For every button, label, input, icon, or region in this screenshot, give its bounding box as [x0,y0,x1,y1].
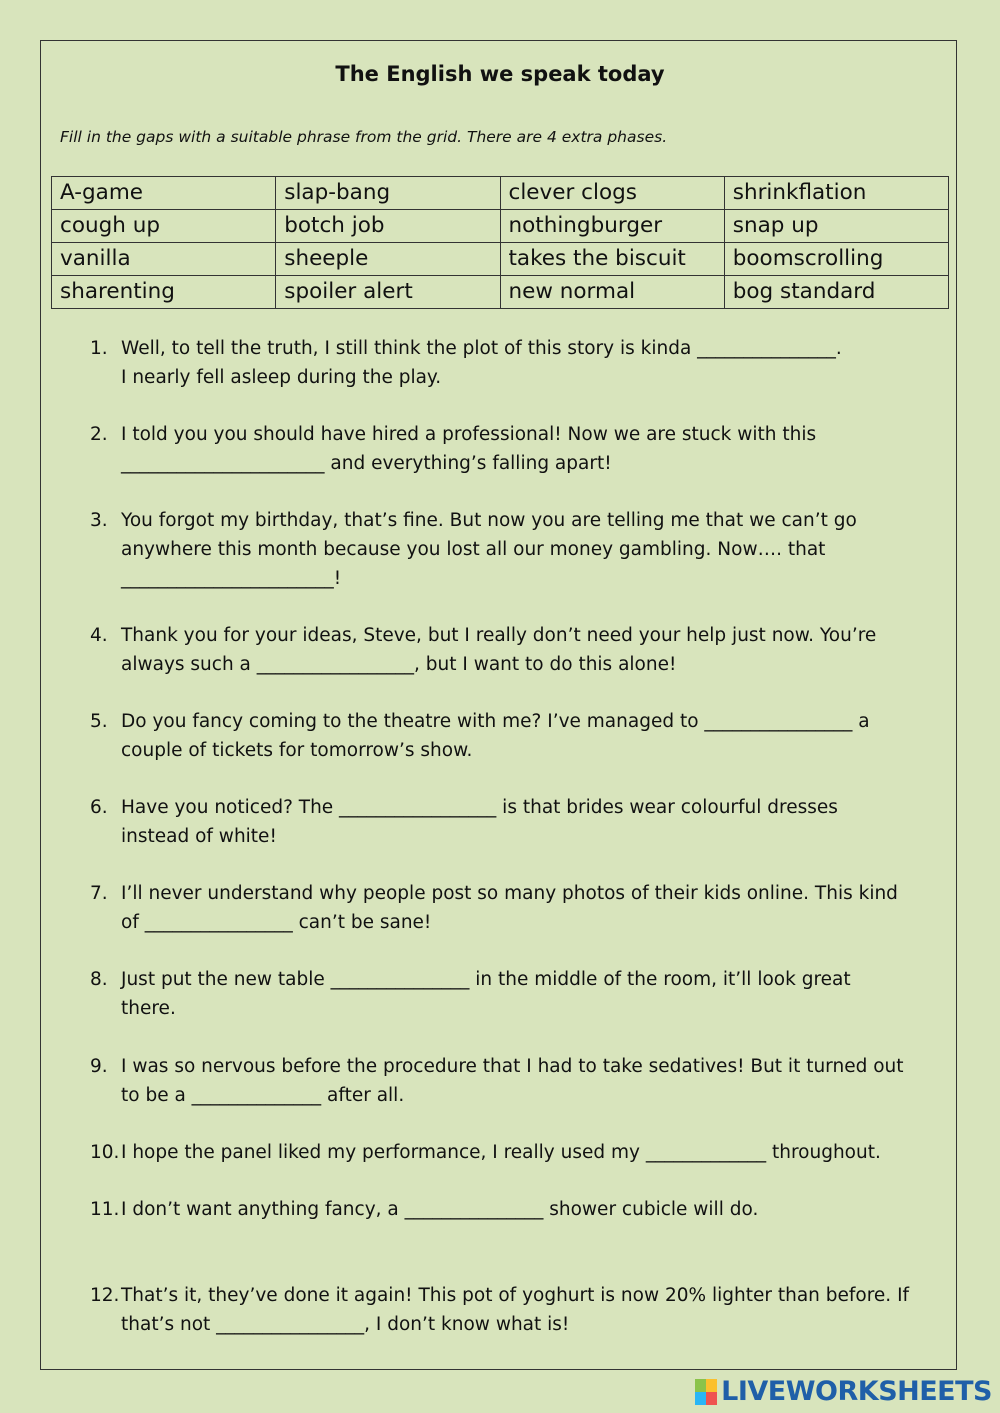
question-number: 6. [90,797,108,818]
question-text-line: always such a _________________, but I want to do this alone! [121,654,677,675]
question-text-line: _______________________! [121,568,342,589]
grid-cell: nothingburger [500,210,724,243]
question-number: 10. [90,1142,120,1163]
grid-cell: clever clogs [500,177,724,210]
question-number: 7. [90,883,108,904]
grid-row [52,243,949,276]
logo-square-3 [695,1392,706,1405]
question-item [90,334,940,392]
grid-cell: spoiler alert [276,276,500,309]
question-text-line: I told you you should have hired a professional! Now we are stuck with this [121,424,817,445]
grid-row [52,276,949,309]
liveworksheets-logo [695,1376,992,1407]
question-item [90,1195,940,1224]
question-number: 11. [90,1199,120,1220]
question-item [90,965,940,1023]
question-text-line: ______________________ and everything’s falling apart! [121,453,612,474]
question-text-line: anywhere this month because you lost all our money gambling. Now…. that [121,539,826,560]
question-item [90,879,940,937]
grid-cell: cough up [52,210,276,243]
question-text-line: to be a ______________ after all. [121,1085,405,1106]
question-number: 2. [90,424,108,445]
grid-cell: bog standard [724,276,948,309]
question-text-line: Have you noticed? The _________________ is that brides wear colourful dresses [121,797,838,818]
question-number: 3. [90,510,108,531]
grid-cell: A-game [52,177,276,210]
question-text-line: I hope the panel liked my performance, I really used my _____________ throughout. [121,1142,881,1163]
question-text-line: I nearly fell asleep during the play. [121,367,442,388]
question-text-line: instead of white! [121,826,277,847]
instructions: Fill in the gaps with a suitable phrase from the grid. There are 4 extra phases. [60,128,668,146]
question-item [90,1052,940,1110]
grid-cell: sharenting [52,276,276,309]
question-text-line: I’ll never understand why people post so many photos of their kids online. This kind [121,883,898,904]
question-item [90,1138,940,1167]
logo-mark-icon [695,1379,717,1405]
question-text-line: that’s not ________________, I don’t know what is! [121,1314,570,1335]
question-item [90,506,940,593]
grid-cell: sheeple [276,243,500,276]
question-text-line: Thank you for your ideas, Steve, but I really don’t need your help just now. You’re [121,625,877,646]
question-item [90,1281,940,1339]
question-item [90,707,940,765]
phrase-grid [51,176,949,309]
question-item [90,793,940,851]
question-item [90,621,940,679]
question-item [90,420,940,478]
grid-cell: slap-bang [276,177,500,210]
grid-cell: takes the biscuit [500,243,724,276]
grid-cell: vanilla [52,243,276,276]
logo-square-4 [706,1392,717,1405]
question-text-line: That’s it, they’ve done it again! This pot of yoghurt is now 20% lighter than before. If [121,1285,910,1306]
question-text-line: couple of tickets for tomorrow’s show. [121,740,473,761]
logo-square-2 [706,1379,717,1392]
question-text-line: I don’t want anything fancy, a _______________ shower cubicle will do. [121,1199,759,1220]
question-text-line: I was so nervous before the procedure that I had to take sedatives! But it turned out [121,1056,904,1077]
grid-cell: new normal [500,276,724,309]
question-number: 8. [90,969,108,990]
question-number: 1. [90,338,108,359]
grid-cell: botch job [276,210,500,243]
question-text-line: Well, to tell the truth, I still think the plot of this story is kinda _______________. [121,338,842,359]
question-text-line: of ________________ can’t be sane! [121,912,432,933]
grid-cell: snap up [724,210,948,243]
worksheet-title: The English we speak today [335,62,665,86]
question-number: 12. [90,1285,120,1306]
question-number: 5. [90,711,108,732]
logo-text: LIVEWORKSHEETS [721,1376,992,1407]
logo-square-1 [695,1379,706,1392]
grid-row [52,177,949,210]
grid-cell: boomscrolling [724,243,948,276]
question-number: 9. [90,1056,108,1077]
grid-row [52,210,949,243]
question-text-line: Do you fancy coming to the theatre with me? I’ve managed to ________________ a [121,711,870,732]
question-text-line: Just put the new table _______________ in the middle of the room, it’ll look great [121,969,851,990]
question-text-line: there. [121,998,176,1019]
question-number: 4. [90,625,108,646]
question-text-line: You forgot my birthday, that’s fine. But now you are telling me that we can’t go [121,510,857,531]
grid-cell: shrinkflation [724,177,948,210]
